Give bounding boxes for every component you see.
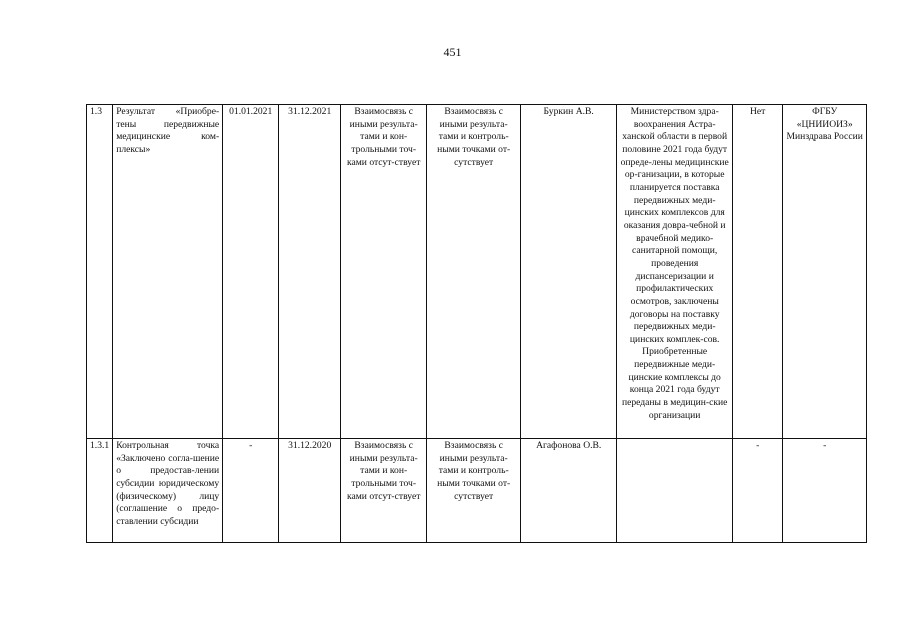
table-row	[87, 105, 867, 439]
row-title: Результат «Приобре-тены передвижные медицинские ком-плексы»	[113, 105, 223, 439]
link-next: Взаимосвязь с иными результа-тами и контроль-ными точками от-сутствует	[427, 439, 521, 543]
start-date: -	[223, 439, 279, 543]
responsible-person: Буркин А.В.	[521, 105, 617, 439]
status-flag: -	[733, 439, 783, 543]
responsible-person: Агафонова О.В.	[521, 439, 617, 543]
result-description: Министерством здра-воохранения Астра-ханской области в первой половине 2021 года будут опреде-лены медицинские ор-ганизации, в которые планируется поставка передвижных меди-цинских комплексов для оказания довра-чебной и врачебной медико-санитарной помощи, проведения диспансеризации и профилактических осмотров, заключены договоры на поставку передвижных меди-цинских комплек-сов. Приобретенные передвижные меди-цинские комплексы до конца 2021 года будут переданы в медицин-ские организации	[617, 105, 733, 439]
end-date: 31.12.2021	[279, 105, 341, 439]
plan-table	[86, 104, 867, 543]
link-previous: Взаимосвязь с иными результа-тами и кон-трольными точ-ками отсут-ствует	[341, 105, 427, 439]
organization: ФГБУ «ЦНИИОИЗ» Минздрава России	[783, 105, 867, 439]
end-date: 31.12.2020	[279, 439, 341, 543]
result-description	[617, 439, 733, 543]
row-title: Контрольная точка «Заключено согла-шение о предостав-лении субсидии юридическому (физическому) лицу (соглашение о предо-ставлении субсидии	[113, 439, 223, 543]
row-number: 1.3.1	[87, 439, 113, 543]
start-date: 01.01.2021	[223, 105, 279, 439]
table-row	[87, 439, 867, 543]
status-flag: Нет	[733, 105, 783, 439]
link-next: Взаимосвязь с иными результа-тами и контроль-ными точками от-сутствует	[427, 105, 521, 439]
page-number: 451	[443, 45, 462, 59]
row-number: 1.3	[87, 105, 113, 439]
organization: -	[783, 439, 867, 543]
link-previous: Взаимосвязь с иными результа-тами и кон-трольными точ-ками отсут-ствует	[341, 439, 427, 543]
